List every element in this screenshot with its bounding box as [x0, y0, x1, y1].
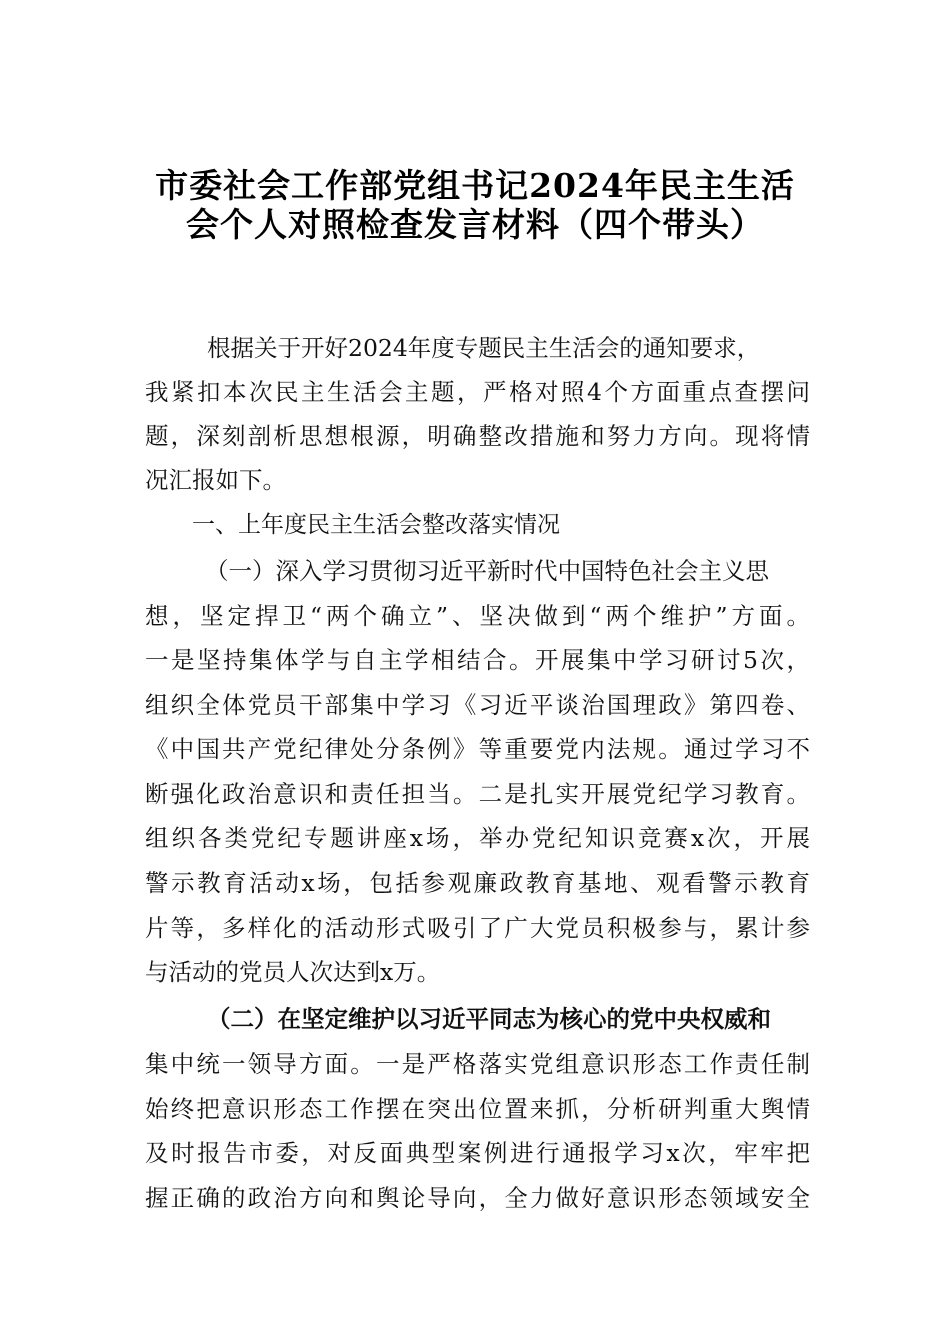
section-1-heading: 一、上年度民主生活会整改落实情况	[192, 512, 560, 538]
document-title-line-2: 会个人对照检查发言材料（四个带头）	[186, 205, 764, 244]
para1-line-8: 警示教育活动x场，包括参观廉政教育基地、观看警示教育	[145, 869, 810, 897]
para1-line-4: 组织全体党员干部集中学习《习近平谈治国理政》第四卷、	[145, 691, 810, 719]
intro-line-3: 题，深刻剖析思想根源，明确整改措施和努力方向。现将情	[145, 422, 810, 450]
document-title-line-1: 市委社会工作部党组书记2024年民主生活	[155, 166, 795, 205]
para1-line-3: 一是坚持集体学与自主学相结合。开展集中学习研讨5次，	[145, 646, 810, 674]
para1-line-5: 《中国共产党纪律处分条例》等重要党内法规。通过学习不	[145, 735, 810, 763]
intro-line-4: 况汇报如下。	[145, 466, 286, 494]
para1-line-10: 与活动的党员人次达到x万。	[145, 958, 441, 986]
para2-line-5: 握正确的政治方向和舆论导向，全力做好意识形态领域安全	[145, 1184, 810, 1212]
para2-line-1: （二）在坚定维护以习近平同志为核心的党中央权威和	[207, 1005, 771, 1033]
para2-line-2: 集中统一领导方面。一是严格落实党组意识形态工作责任制	[145, 1050, 810, 1078]
para1-line-6: 断强化政治意识和责任担当。二是扎实开展党纪学习教育。	[145, 780, 810, 808]
intro-line-1: 根据关于开好2024年度专题民主生活会的通知要求，	[207, 334, 761, 362]
intro-line-2: 我紧扣本次民主生活会主题，严格对照4个方面重点查摆问	[145, 378, 810, 406]
para1-line-2: 想，坚定捍卫“两个确立”、坚决做到“两个维护”方面。	[145, 602, 810, 630]
para1-line-9: 片等，多样化的活动形式吸引了广大党员积极参与，累计参	[145, 914, 810, 942]
para1-line-1: （一）深入学习贯彻习近平新时代中国特色社会主义思	[205, 557, 769, 585]
para2-line-3: 始终把意识形态工作摆在突出位置来抓，分析研判重大舆情	[145, 1095, 810, 1123]
para1-line-7: 组织各类党纪专题讲座x场，举办党纪知识竞赛x次，开展	[145, 824, 810, 852]
para2-line-4: 及时报告市委，对反面典型案例进行通报学习x次，牢牢把	[145, 1139, 810, 1167]
